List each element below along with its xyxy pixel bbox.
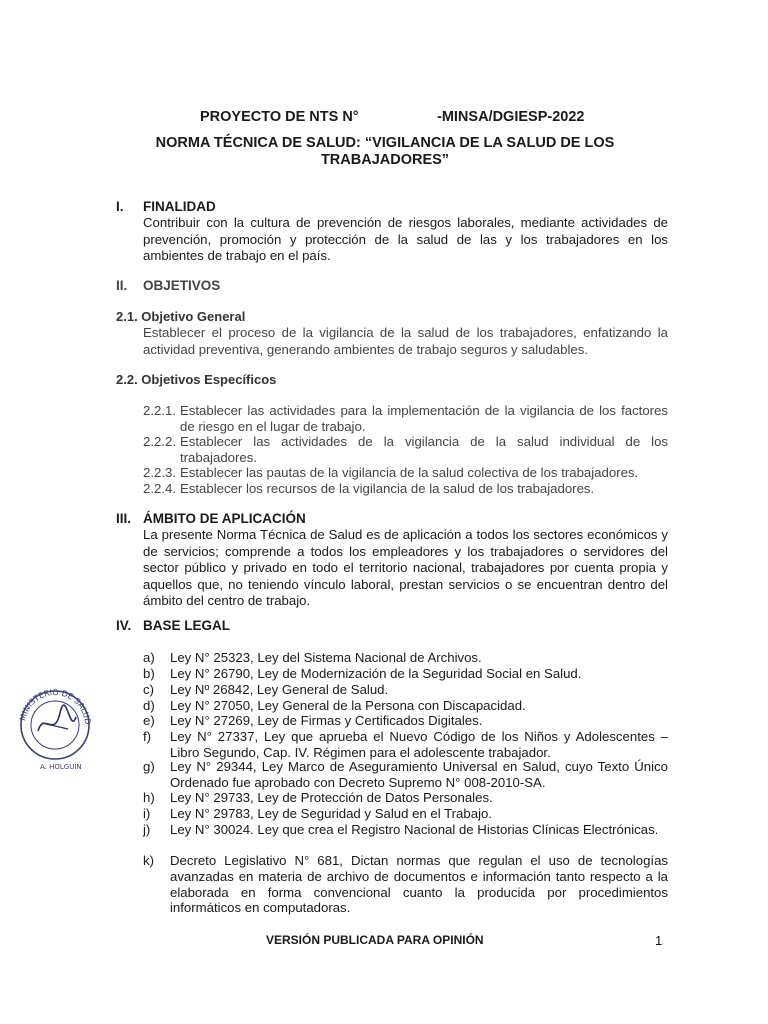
objetivo-especifico-item xyxy=(143,403,668,434)
item-text: Ley N° 30024. Ley que crea el Registro Nacional de Historias Clínicas Electrónicas. xyxy=(170,822,659,837)
stamp-ring-text: MINISTERIO DE SALUD xyxy=(18,687,93,725)
objetivo-general-heading: 2.1. Objetivo General xyxy=(116,309,246,324)
item-text: Establecer los recursos de la vigilancia de la salud de los trabajadores. xyxy=(180,481,595,496)
signature-scribble xyxy=(38,705,76,731)
item-text: Ley N° 25323, Ley del Sistema Nacional de Archivos. xyxy=(170,650,482,665)
item-letter: k) xyxy=(143,853,154,868)
item-number: 2.2.3. xyxy=(143,465,176,480)
item-text: Ley N° 27269, Ley de Firmas y Certificados Digitales. xyxy=(170,713,483,728)
title-right: -MINSA/DGIESP-2022 xyxy=(437,109,585,125)
official-stamp xyxy=(10,683,100,773)
base-legal-item xyxy=(143,759,668,791)
item-text: Ley N° 29783, Ley de Seguridad y Salud en el Trabajo. xyxy=(170,806,492,821)
item-text: Ley N° 26790, Ley de Modernización de la Seguridad Social en Salud. xyxy=(170,666,582,681)
base-legal-item xyxy=(143,682,668,698)
base-legal-item xyxy=(143,650,668,666)
document-subtitle: NORMA TÉCNICA DE SALUD: “VIGILANCIA DE LA SALUD DE LOS TRABAJADORES” xyxy=(155,135,615,168)
objetivo-especifico-item xyxy=(143,465,668,481)
item-letter: j) xyxy=(143,822,151,837)
item-text: Decreto Legislativo N° 681, Dictan normas que regulan el uso de tecnologías avanzadas en materia de archivo de documentos e información tanto respecto a la elaborada en forma convencional cuanto la producida por procedimientos informáticos en computadoras. xyxy=(170,853,668,916)
ambito-text: La presente Norma Técnica de Salud es de aplicación a todos los sectores económicos y de servicios; comprende a todos los empleadores y los trabajadores o servidores del sector público y privado en todo el territorio nacional, trabajadores por cuenta propia y aquellos que, no teniendo vínculo laboral, prestan servicios o se encuentran dentro del ámbito del centro de trabajo. xyxy=(143,527,668,609)
section-number: III. xyxy=(116,511,132,526)
footer-text: VERSIÓN PUBLICADA PARA OPINIÓN xyxy=(266,933,484,947)
item-letter: c) xyxy=(143,682,154,697)
item-letter: g) xyxy=(143,759,155,774)
item-text: Ley Nº 26842, Ley General de Salud. xyxy=(170,682,389,697)
section-number: IV. xyxy=(116,618,132,633)
objetivos-especificos-heading: 2.2. Objetivos Específicos xyxy=(116,372,277,387)
item-text: Establecer las actividades de la vigilancia de la salud individual de los trabajadores. xyxy=(180,434,668,465)
base-legal-item xyxy=(143,806,668,822)
item-text: Establecer las actividades para la implementación de la vigilancia de los factores de riesgo en el lugar de trabajo. xyxy=(180,403,668,434)
section-label: BASE LEGAL xyxy=(143,618,231,633)
base-legal-item xyxy=(143,729,668,761)
finalidad-text: Contribuir con la cultura de prevención de riesgos laborales, mediante actividades de prevención, promoción y protección de la salud de las y los trabajadores en los ambientes de trabajo en el país. xyxy=(143,215,668,264)
item-letter: a) xyxy=(143,650,155,665)
item-text: Ley N° 27337, Ley que aprueba el Nuevo Código de los Niños y Adolescentes – Libro Segundo, Cap. IV. Régimen para el adolescente trabajador. xyxy=(170,729,668,760)
item-letter: d) xyxy=(143,698,155,713)
item-text: Ley N° 29733, Ley de Protección de Datos Personales. xyxy=(170,790,493,805)
section-label: ÁMBITO DE APLICACIÓN xyxy=(143,511,306,526)
item-text: Establecer las pautas de la vigilancia de la salud colectiva de los trabajadores. xyxy=(180,465,639,480)
base-legal-item xyxy=(143,698,668,714)
item-number: 2.2.2. xyxy=(143,434,176,449)
section-number: II. xyxy=(116,278,128,293)
item-letter: f) xyxy=(143,729,152,744)
base-legal-item xyxy=(143,853,668,916)
item-text: Ley N° 27050, Ley General de la Persona con Discapacidad. xyxy=(170,698,526,713)
page-number: 1 xyxy=(655,933,663,948)
base-legal-item xyxy=(143,666,668,682)
objetivo-general-text: Establecer el proceso de la vigilancia de la salud de los trabajadores, enfatizando la actividad preventiva, generando ambientes de trabajo seguros y saludables. xyxy=(143,325,668,357)
base-legal-item xyxy=(143,790,668,806)
item-letter: i) xyxy=(143,806,151,821)
section-number: I. xyxy=(116,199,124,214)
base-legal-item xyxy=(143,713,668,729)
item-number: 2.2.1. xyxy=(143,403,176,418)
stamp-name: A. HOLGUÍN xyxy=(40,763,82,771)
item-letter: b) xyxy=(143,666,155,681)
base-legal-item xyxy=(143,822,668,838)
item-letter: h) xyxy=(143,790,155,805)
svg-text:MINISTERIO DE SALUD xyxy=(18,688,92,725)
item-number: 2.2.4. xyxy=(143,481,176,496)
item-text: Ley N° 29344, Ley Marco de Aseguramiento Universal en Salud, cuyo Texto Único Ordenado fue aprobado con Decreto Supremo N° 008-2010-SA. xyxy=(170,759,668,790)
section-label: OBJETIVOS xyxy=(143,278,221,293)
objetivo-especifico-item xyxy=(143,481,668,497)
item-letter: e) xyxy=(143,713,155,728)
title-left: PROYECTO DE NTS N° xyxy=(200,109,359,125)
objetivo-especifico-item xyxy=(143,434,668,465)
section-label: FINALIDAD xyxy=(143,199,216,214)
